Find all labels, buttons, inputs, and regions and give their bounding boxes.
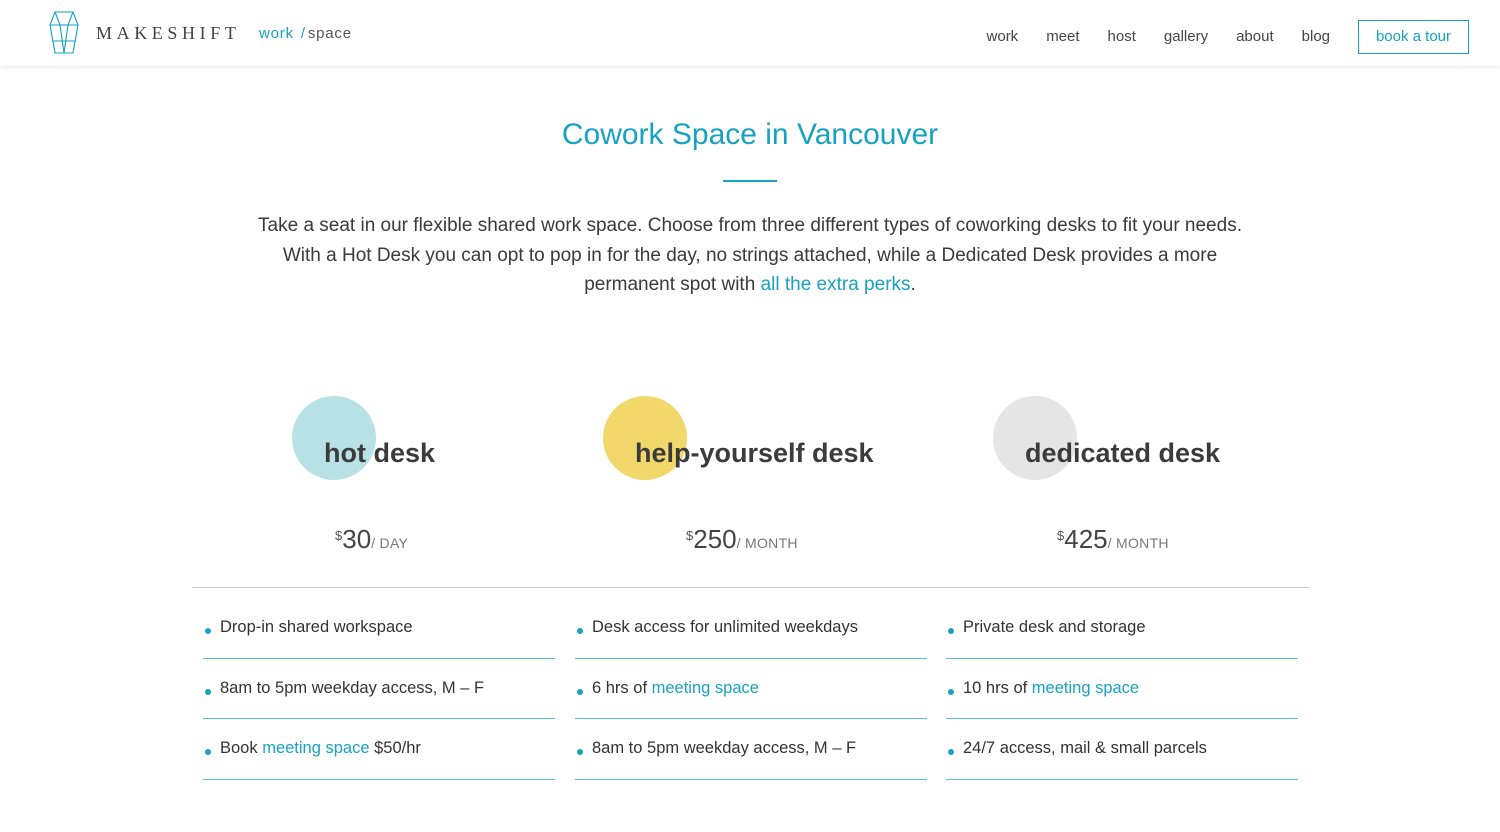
bullet-icon	[948, 689, 954, 695]
title-divider	[723, 180, 777, 182]
list-item	[946, 719, 1298, 780]
meeting-space-link[interactable]: meeting space	[1031, 678, 1140, 697]
brand-name[interactable]: MAKESHIFT	[96, 23, 241, 43]
plan-price-hot-desk	[335, 520, 408, 560]
bullet-icon	[577, 749, 583, 755]
price-period: / MONTH	[736, 535, 798, 551]
intro-paragraph	[245, 211, 1255, 300]
bullet-icon	[577, 628, 583, 634]
brand-tagline-slash: /	[300, 25, 306, 42]
price-currency: $	[686, 528, 694, 543]
nav-blog[interactable]: blog	[1301, 28, 1330, 45]
list-item	[575, 598, 927, 659]
feature-text: 10 hrs of	[963, 678, 1032, 697]
site-header	[0, 0, 1500, 66]
list-item	[575, 659, 927, 720]
bullet-icon	[205, 689, 211, 695]
price-amount: 250	[693, 524, 737, 554]
list-item	[203, 598, 555, 659]
plan-price-help-yourself-desk	[686, 520, 798, 560]
feature-text: 6 hrs of	[592, 678, 652, 697]
feature-text-suffix: $50/hr	[369, 739, 421, 757]
feature-text: Private desk and storage	[963, 618, 1146, 636]
meeting-space-link[interactable]: meeting space	[651, 678, 759, 697]
makeshift-logo-icon[interactable]	[49, 11, 79, 55]
book-a-tour-button[interactable]: book a tour	[1358, 20, 1469, 54]
feature-text: 24/7 access, mail & small parcels	[963, 739, 1207, 757]
plan-dedicated-desk	[993, 396, 1293, 486]
nav-gallery[interactable]: gallery	[1163, 28, 1209, 45]
help-yourself-desk-features	[575, 598, 927, 780]
main-nav	[959, 28, 1330, 46]
feature-text: Desk access for unlimited weekdays	[592, 618, 858, 636]
intro-text: Take a seat in our flexible shared work space. Choose from three different types of coworking desks to fit your needs. With a Hot Desk you can opt to pop in for the day, no strings attached, while a Dedicated Desk provides a more permanent spot with	[258, 215, 1242, 295]
intro-period: .	[910, 274, 916, 295]
bullet-icon	[948, 749, 954, 755]
nav-host[interactable]: host	[1107, 28, 1136, 45]
list-item	[946, 659, 1298, 720]
nav-meet[interactable]: meet	[1046, 28, 1080, 45]
feature-text: Drop-in shared workspace	[220, 618, 413, 636]
extra-perks-link[interactable]: all the extra perks	[760, 274, 911, 295]
feature-text: 8am to 5pm weekday access, M – F	[220, 678, 485, 697]
list-item	[946, 598, 1298, 659]
plan-help-yourself-desk	[603, 396, 923, 486]
price-currency: $	[335, 528, 343, 543]
hot-desk-features	[203, 598, 555, 780]
price-amount: 425	[1064, 524, 1108, 554]
nav-about[interactable]: about	[1236, 28, 1274, 45]
plan-price-dedicated-desk	[1057, 520, 1169, 560]
plan-name: dedicated desk	[1025, 438, 1221, 468]
pricing-table-divider	[192, 587, 1309, 588]
meeting-space-link[interactable]: meeting space	[262, 739, 370, 757]
plan-name: help-yourself desk	[635, 438, 874, 468]
brand-tagline-space: space	[307, 25, 352, 42]
bullet-icon	[577, 689, 583, 695]
bullet-icon	[205, 749, 211, 755]
brand-tagline-work: work	[259, 25, 294, 42]
dedicated-desk-features	[946, 598, 1298, 780]
price-period: / DAY	[371, 535, 409, 551]
list-item	[203, 659, 555, 720]
price-period: / MONTH	[1107, 535, 1169, 551]
plan-name: hot desk	[324, 438, 436, 468]
price-currency: $	[1057, 528, 1065, 543]
page-title: Cowork Space in Vancouver	[561, 118, 939, 151]
feature-text: Book	[220, 739, 263, 757]
brand-tagline	[259, 25, 352, 43]
feature-text: 8am to 5pm weekday access, M – F	[592, 739, 857, 757]
bullet-icon	[205, 628, 211, 634]
price-amount: 30	[342, 524, 372, 554]
list-item	[203, 719, 555, 780]
nav-work[interactable]: work	[986, 28, 1019, 45]
bullet-icon	[948, 628, 954, 634]
list-item	[575, 719, 927, 780]
plan-hot-desk	[292, 396, 592, 486]
